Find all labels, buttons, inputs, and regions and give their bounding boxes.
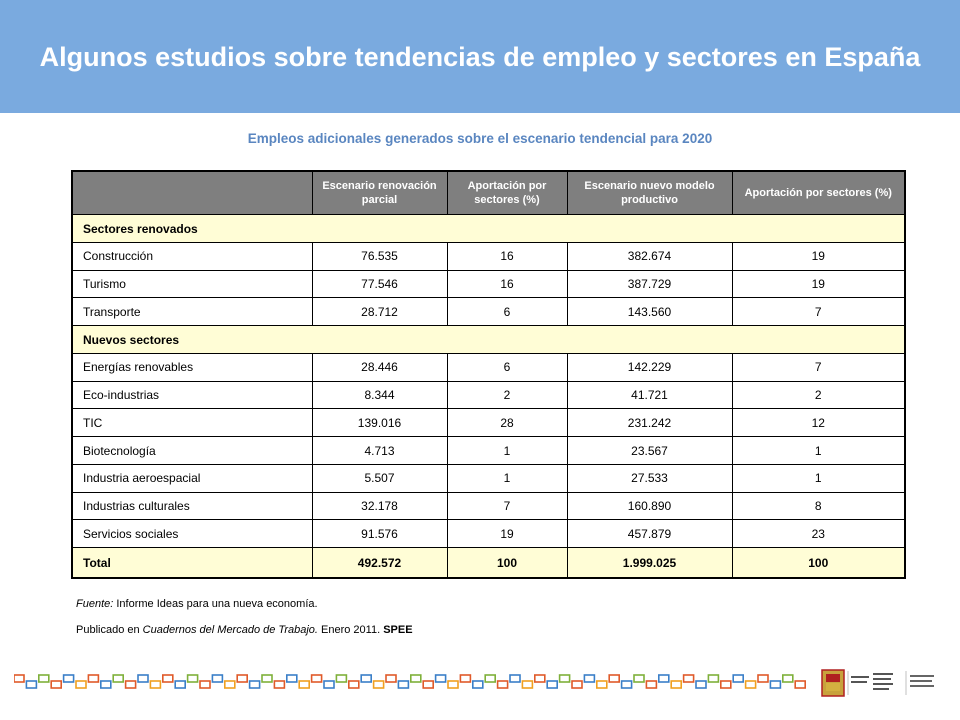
chain-link [39, 675, 49, 682]
chain-link [386, 675, 396, 682]
chain-link [138, 675, 148, 682]
chain-link [150, 681, 160, 688]
header-cell-renovacion: Escenario renovación parcial [312, 171, 447, 215]
cell-aportacion-2: 7 [732, 298, 905, 326]
section-title: Nuevos sectores [72, 326, 905, 354]
chain-link [436, 675, 446, 682]
chain-link [274, 681, 284, 688]
row-label: TIC [72, 409, 312, 437]
source-label: Fuente: [76, 598, 114, 610]
cell-aportacion-1: 1 [447, 437, 567, 465]
chain-link [646, 681, 656, 688]
chain-link [225, 681, 235, 688]
chain-link [770, 681, 780, 688]
chain-link [250, 681, 260, 688]
table-row [72, 242, 905, 270]
total-renovacion: 492.572 [312, 548, 447, 578]
row-label: Servicios sociales [72, 520, 312, 548]
cell-nuevo-modelo: 41.721 [567, 381, 732, 409]
cell-aportacion-1: 16 [447, 242, 567, 270]
cell-aportacion-1: 28 [447, 409, 567, 437]
cell-nuevo-modelo: 27.533 [567, 464, 732, 492]
chain-link [64, 675, 74, 682]
row-label: Biotecnología [72, 437, 312, 465]
source-text: Informe Ideas para una nueva economía. [113, 598, 318, 610]
header-cell-aportacion-2: Aportación por sectores (%) [732, 171, 905, 215]
source-note [76, 598, 318, 610]
header-cell-aportacion-1: Aportación por sectores (%) [447, 171, 567, 215]
chain-link [411, 675, 421, 682]
chain-link [659, 675, 669, 682]
cell-nuevo-modelo: 387.729 [567, 270, 732, 298]
cell-aportacion-1: 6 [447, 353, 567, 381]
total-nuevo-modelo: 1.999.025 [567, 548, 732, 578]
row-label: Transporte [72, 298, 312, 326]
chain-link [88, 675, 98, 682]
chain-link [721, 681, 731, 688]
chain-link [671, 681, 681, 688]
chain-link [535, 675, 545, 682]
cell-aportacion-2: 1 [732, 437, 905, 465]
cell-aportacion-1: 2 [447, 381, 567, 409]
chain-link [584, 675, 594, 682]
chain-link [634, 675, 644, 682]
chain-link [733, 675, 743, 682]
cell-aportacion-2: 12 [732, 409, 905, 437]
table-row [72, 492, 905, 520]
cell-nuevo-modelo: 457.879 [567, 520, 732, 548]
row-label: Energías renovables [72, 353, 312, 381]
cell-renovacion: 28.712 [312, 298, 447, 326]
row-label: Industrias culturales [72, 492, 312, 520]
chain-link [287, 675, 297, 682]
cell-aportacion-2: 19 [732, 270, 905, 298]
row-label: Construcción [72, 242, 312, 270]
chain-link [510, 675, 520, 682]
header-cell-blank [72, 171, 312, 215]
chain-link [498, 681, 508, 688]
chain-link [14, 675, 24, 682]
chain-link [522, 681, 532, 688]
chain-link [485, 675, 495, 682]
cell-renovacion: 139.016 [312, 409, 447, 437]
chain-link [51, 681, 61, 688]
chain-link [684, 675, 694, 682]
chain-link [783, 675, 793, 682]
cell-aportacion-1: 16 [447, 270, 567, 298]
section-row [72, 215, 905, 243]
cell-nuevo-modelo: 23.567 [567, 437, 732, 465]
chain-link [113, 675, 123, 682]
total-label: Total [72, 548, 312, 578]
decorative-chain-strip [14, 670, 814, 694]
total-aportacion-1: 100 [447, 548, 567, 578]
chain-link [336, 675, 346, 682]
cell-nuevo-modelo: 382.674 [567, 242, 732, 270]
section-row [72, 326, 905, 354]
chain-link [448, 681, 458, 688]
row-label: Eco-industrias [72, 381, 312, 409]
chain-link [795, 681, 805, 688]
header-cell-nuevo-modelo: Escenario nuevo modelo productivo [567, 171, 732, 215]
chain-link [560, 675, 570, 682]
cell-aportacion-1: 19 [447, 520, 567, 548]
chain-link [349, 681, 359, 688]
table-row [72, 353, 905, 381]
cell-renovacion: 77.546 [312, 270, 447, 298]
row-label: Industria aeroespacial [72, 464, 312, 492]
chain-link [126, 681, 136, 688]
chain-link [398, 681, 408, 688]
chain-link [547, 681, 557, 688]
cell-aportacion-2: 19 [732, 242, 905, 270]
page-title: Algunos estudios sobre tendencias de empleo y sectores en España [39, 42, 921, 72]
chain-link [26, 681, 36, 688]
chain-link [212, 675, 222, 682]
publication-publisher: SPEE [383, 624, 413, 636]
table-body [72, 171, 905, 578]
cell-aportacion-2: 8 [732, 492, 905, 520]
chain-link [200, 681, 210, 688]
chain-link [163, 675, 173, 682]
cell-aportacion-2: 1 [732, 464, 905, 492]
cell-aportacion-2: 7 [732, 353, 905, 381]
cell-nuevo-modelo: 143.560 [567, 298, 732, 326]
table-row [72, 464, 905, 492]
chain-link [188, 675, 198, 682]
chain-link [299, 681, 309, 688]
total-aportacion-2: 100 [732, 548, 905, 578]
total-row [72, 548, 905, 578]
chain-link [262, 675, 272, 682]
chain-link [312, 675, 322, 682]
cell-renovacion: 5.507 [312, 464, 447, 492]
cell-renovacion: 32.178 [312, 492, 447, 520]
government-logo [820, 668, 938, 698]
chain-link [746, 681, 756, 688]
chain-link [76, 681, 86, 688]
publication-note [76, 624, 413, 636]
section-title: Sectores renovados [72, 215, 905, 243]
table-row [72, 298, 905, 326]
cell-renovacion: 91.576 [312, 520, 447, 548]
table-row [72, 381, 905, 409]
chain-link [237, 675, 247, 682]
table-row [72, 270, 905, 298]
chain-link [361, 675, 371, 682]
publication-date: Enero 2011. [317, 624, 384, 636]
cell-renovacion: 28.446 [312, 353, 447, 381]
cell-aportacion-2: 2 [732, 381, 905, 409]
cell-nuevo-modelo: 142.229 [567, 353, 732, 381]
chain-link [622, 681, 632, 688]
cell-aportacion-1: 1 [447, 464, 567, 492]
chain-link [609, 675, 619, 682]
chain-link [460, 675, 470, 682]
publication-prefix: Publicado en [76, 624, 143, 636]
cell-aportacion-1: 6 [447, 298, 567, 326]
table-subtitle: Empleos adicionales generados sobre el escenario tendencial para 2020 [247, 131, 713, 146]
chain-link [708, 675, 718, 682]
chain-link [324, 681, 334, 688]
cell-aportacion-1: 7 [447, 492, 567, 520]
cell-renovacion: 8.344 [312, 381, 447, 409]
table-row [72, 520, 905, 548]
cell-renovacion: 76.535 [312, 242, 447, 270]
chain-link [597, 681, 607, 688]
cell-nuevo-modelo: 231.242 [567, 409, 732, 437]
chain-link [572, 681, 582, 688]
cell-renovacion: 4.713 [312, 437, 447, 465]
chain-link [175, 681, 185, 688]
chain-link [696, 681, 706, 688]
chain-link [423, 681, 433, 688]
employment-table [71, 170, 906, 579]
chain-link [473, 681, 483, 688]
chain-link [101, 681, 111, 688]
publication-journal: Cuadernos del Mercado de Trabajo. [142, 624, 318, 636]
chain-link [758, 675, 768, 682]
table-row [72, 409, 905, 437]
table-row [72, 437, 905, 465]
table-header-row [72, 171, 905, 215]
chain-link [374, 681, 384, 688]
row-label: Turismo [72, 270, 312, 298]
cell-nuevo-modelo: 160.890 [567, 492, 732, 520]
cell-aportacion-2: 23 [732, 520, 905, 548]
